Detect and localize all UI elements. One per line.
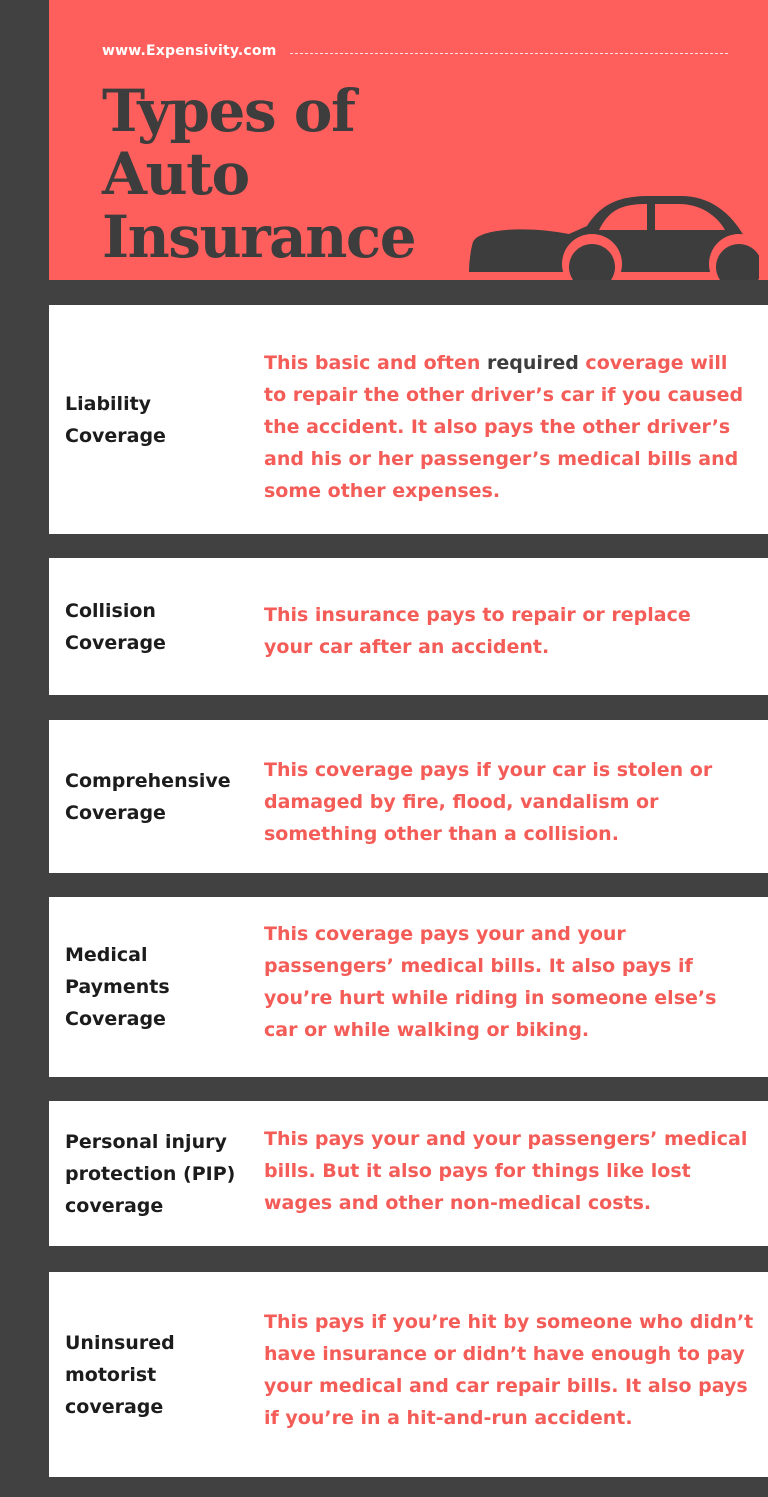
dashed-divider — [290, 53, 728, 54]
coverage-card-collision — [49, 558, 768, 695]
description-line: some other expenses. — [264, 480, 501, 502]
coverage-title — [65, 720, 255, 873]
coverage-title-line: Uninsured — [65, 1331, 175, 1354]
site-url: www.Expensivity.com — [102, 43, 277, 59]
description-line: This coverage pays your and your — [264, 923, 626, 945]
description-line: car or while walking or biking. — [264, 1019, 590, 1041]
description-line: This pays if you’re hit by someone who didn’t — [264, 1311, 754, 1333]
description-line: wages and other non-medical costs. — [264, 1192, 652, 1214]
description-line: This insurance pays to repair or replace — [264, 604, 691, 626]
coverage-description — [264, 599, 754, 663]
page-title — [102, 77, 416, 271]
coverage-title-line: coverage — [65, 1194, 164, 1217]
description-line: something other than a collision. — [264, 823, 619, 845]
coverage-title-line: Personal injury — [65, 1130, 227, 1153]
description-line: This coverage pays if your car is stolen or — [264, 759, 713, 781]
description-line: your car after an accident. — [264, 636, 550, 658]
description-line: have insurance or didn’t have enough to pay — [264, 1343, 745, 1365]
description-text: This basic and often — [264, 352, 488, 374]
coverage-card-pip — [49, 1101, 768, 1246]
coverage-description — [264, 754, 754, 850]
title-line: Insurance — [102, 203, 416, 271]
header-banner — [49, 0, 768, 280]
description-text: coverage will — [578, 352, 728, 374]
description-line: you’re hurt while riding in someone else’s — [264, 987, 717, 1009]
description-line: your medical and car repair bills. It also pays — [264, 1375, 748, 1397]
coverage-title — [65, 897, 255, 1077]
coverage-card-liability — [49, 305, 768, 534]
coverage-description — [264, 1306, 754, 1434]
coverage-title-line: Coverage — [65, 1008, 166, 1030]
coverage-title-line: motorist — [65, 1363, 157, 1386]
coverage-description — [264, 347, 754, 507]
coverage-description — [264, 918, 754, 1046]
title-line: Types of — [102, 77, 355, 145]
description-line: bills. But it also pays for things like lost — [264, 1160, 691, 1182]
description-line: if you’re in a hit-and-run accident. — [264, 1407, 633, 1429]
description-line: to repair the other driver’s car if you caused — [264, 384, 744, 406]
coverage-title-line: protection (PIP) — [65, 1162, 236, 1185]
coverage-card-medical-payments — [49, 897, 768, 1077]
description-line — [264, 347, 754, 379]
coverage-title-line: Coverage — [65, 424, 166, 447]
coverage-title-line: Coverage — [65, 801, 166, 824]
car-silhouette-icon — [469, 190, 759, 280]
coverage-card-uninsured-motorist — [49, 1272, 768, 1477]
required-highlight: required — [487, 352, 579, 374]
description-line: passengers’ medical bills. It also pays if — [264, 955, 693, 977]
coverage-title — [65, 558, 255, 695]
coverage-card-comprehensive — [49, 720, 768, 873]
coverage-title — [65, 305, 255, 534]
coverage-title-line: Collision — [65, 599, 156, 622]
description-line: damaged by fire, flood, vandalism or — [264, 791, 659, 813]
coverage-title-line: Comprehensive — [65, 769, 231, 792]
coverage-title-line: Payments — [65, 976, 170, 998]
coverage-title-line: Coverage — [65, 631, 166, 654]
coverage-title-line: Liability — [65, 392, 152, 415]
description-line: the accident. It also pays the other driver’s — [264, 416, 731, 438]
coverage-title-line: coverage — [65, 1395, 164, 1418]
description-line: This pays your and your passengers’ medical — [264, 1128, 748, 1150]
coverage-title — [65, 1101, 255, 1246]
title-line: Auto — [102, 140, 249, 208]
description-line: and his or her passenger’s medical bills and — [264, 448, 739, 470]
coverage-title-line: Medical — [65, 944, 148, 966]
coverage-title — [65, 1272, 255, 1477]
coverage-description — [264, 1123, 754, 1219]
